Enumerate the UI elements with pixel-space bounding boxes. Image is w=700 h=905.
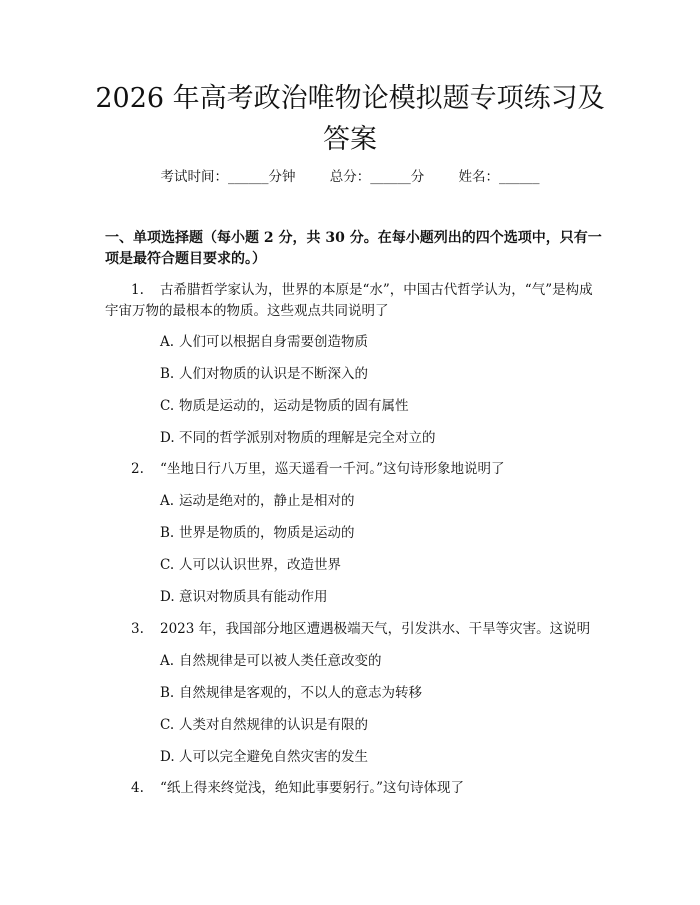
- question-4: [105, 778, 605, 799]
- question-3: [105, 619, 605, 640]
- page-title: 2026 年高考政治唯物论模拟题专项练习及答案: [95, 83, 605, 155]
- option-2b: [160, 523, 600, 543]
- option-1a: [160, 332, 600, 352]
- question-stem: 2023 年，我国部分地区遭遇极端天气，引发洪水、干旱等灾害。这说明: [160, 621, 591, 637]
- option-text: 自然规律是可以被人类任意改变的: [179, 653, 382, 669]
- name-blank: ______: [499, 169, 540, 185]
- time-label: 考试时间：: [160, 169, 228, 185]
- option-text: 人们可以根据自身需要创造物质: [179, 334, 368, 350]
- option-text: 意识对物质具有能动作用: [179, 589, 328, 605]
- option-1c: [160, 396, 600, 416]
- option-letter: C.: [160, 557, 175, 573]
- option-1b: [160, 364, 600, 384]
- option-letter: D.: [160, 749, 175, 765]
- option-text: 自然规律是客观的，不以人的意志为转移: [179, 685, 422, 701]
- option-3d: [160, 747, 600, 767]
- option-2a: [160, 491, 600, 511]
- question-number: 2.: [131, 461, 144, 477]
- option-letter: B.: [160, 366, 175, 382]
- question-number: 4.: [131, 780, 144, 796]
- question-2: [105, 459, 605, 480]
- section-heading: 一、单项选择题（每小题 2 分，共 30 分。在每小题列出的四个选项中，只有一项是最符合题目要求的。）: [105, 230, 602, 267]
- name-label: 姓名：: [458, 169, 500, 185]
- option-letter: C.: [160, 398, 175, 414]
- option-text: 人们对物质的认识是不断深入的: [179, 366, 368, 382]
- score-blank: ______: [370, 169, 411, 185]
- score-unit: 分: [410, 169, 425, 185]
- question-number: 3.: [131, 621, 144, 637]
- exam-meta: [0, 167, 700, 187]
- time-blank: ______: [227, 169, 269, 185]
- option-3a: [160, 651, 600, 671]
- question-1: [105, 280, 605, 322]
- option-letter: A.: [160, 653, 175, 669]
- question-number: 1.: [131, 282, 144, 298]
- option-text: 人可以完全避免自然灾害的发生: [179, 749, 368, 765]
- option-3c: [160, 715, 600, 735]
- option-text: 世界是物质的，物质是运动的: [179, 525, 355, 541]
- question-stem: “坐地日行八万里，巡天遥看一千河。”这句诗形象地说明了: [160, 461, 505, 477]
- option-text: 人可以认识世界，改造世界: [179, 557, 341, 573]
- question-stem: 古希腊哲学家认为，世界的本原是“水”，中国古代哲学认为，“气”是构成宇宙万物的最根本的物质。这些观点共同说明了: [105, 282, 593, 319]
- option-letter: A.: [160, 493, 175, 509]
- option-text: 物质是运动的，运动是物质的固有属性: [179, 398, 409, 414]
- option-1d: [160, 428, 600, 448]
- option-letter: C.: [160, 717, 175, 733]
- option-text: 人类对自然规律的认识是有限的: [179, 717, 368, 733]
- option-text: 不同的哲学派别对物质的理解是完全对立的: [179, 430, 436, 446]
- option-text: 运动是绝对的，静止是相对的: [179, 493, 355, 509]
- option-letter: A.: [160, 334, 175, 350]
- time-unit: 分钟: [268, 169, 296, 185]
- option-3b: [160, 683, 600, 703]
- option-letter: B.: [160, 685, 175, 701]
- option-2c: [160, 555, 600, 575]
- option-letter: D.: [160, 589, 175, 605]
- question-stem: “纸上得来终觉浅，绝知此事要躬行。”这句诗体现了: [160, 780, 465, 796]
- score-label: 总分：: [329, 169, 371, 185]
- option-letter: D.: [160, 430, 175, 446]
- option-2d: [160, 587, 600, 607]
- option-letter: B.: [160, 525, 175, 541]
